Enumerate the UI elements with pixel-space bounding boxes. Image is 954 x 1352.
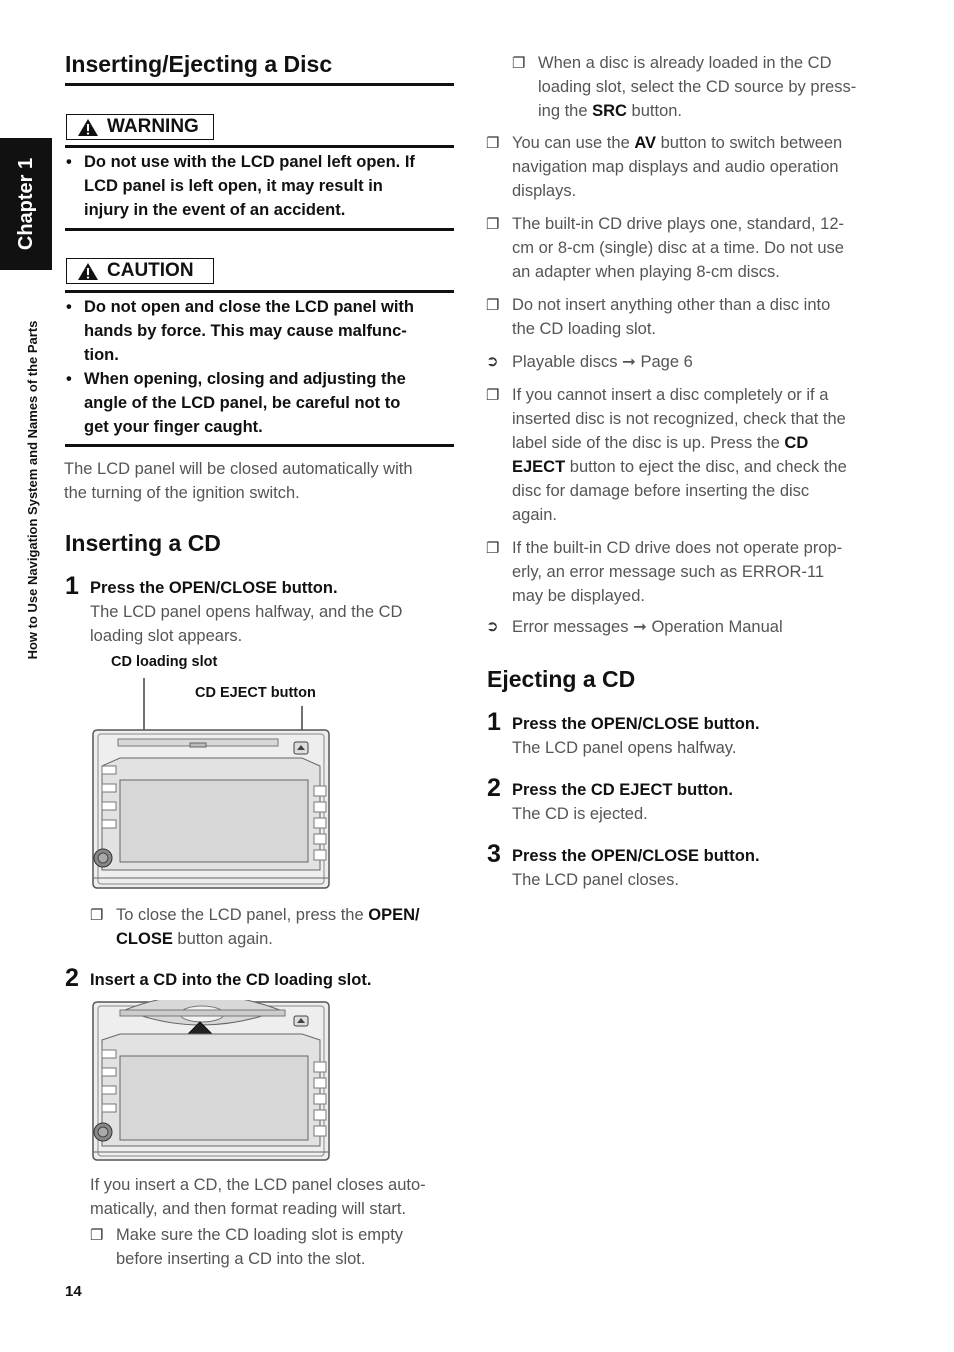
warning-box xyxy=(66,114,214,140)
step-1-text: The LCD panel opens halfway, and the CD loading slot appears. xyxy=(90,603,403,645)
caution-box xyxy=(66,258,214,284)
note-slot-empty: Make sure the CD loading slot is empty before inserting a CD into the slot. xyxy=(116,1226,404,1268)
warning-label: WARNING xyxy=(107,116,199,137)
eject-step-3-title: Press the OPEN/CLOSE button. xyxy=(512,847,760,865)
step-1-number: 1 xyxy=(65,572,79,600)
intro-paragraph: The LCD panel will be closed automatically with the turning of the ignition switch. xyxy=(64,460,413,502)
step-2-number: 2 xyxy=(65,964,79,992)
step-1-title: Press the OPEN/CLOSE button. xyxy=(90,579,338,597)
eject-step-3-text: The LCD panel closes. xyxy=(512,871,679,889)
caution-icon xyxy=(77,262,99,281)
eject-step-1-text: The LCD panel opens halfway. xyxy=(512,739,737,757)
note-no-other: Do not insert anything other than a disc into the CD loading slot. xyxy=(512,296,831,338)
chapter-tab xyxy=(0,138,52,270)
caution-rule-bottom xyxy=(65,444,454,447)
note-error: If the built-in CD drive does not operate prop- erly, an error message such as ERROR-11 may be displayed. xyxy=(512,539,843,605)
inserting-heading: Inserting a CD xyxy=(65,530,221,556)
eject-step-1-number: 1 xyxy=(487,708,501,736)
callout-cd-eject-button: CD EJECT button xyxy=(195,685,316,701)
device-illustration-insert xyxy=(90,1000,332,1164)
warning-icon xyxy=(77,118,99,137)
callout-cd-loading-slot: CD loading slot xyxy=(111,654,218,670)
after-insert-paragraph: If you insert a CD, the LCD panel closes auto- matically, and then format reading will start. xyxy=(90,1176,426,1218)
page-title: Inserting/Ejecting a Disc xyxy=(65,51,333,77)
step-2-title: Insert a CD into the CD loading slot. xyxy=(90,971,372,989)
warning-bullet: • Do not use with the LCD panel left open. If LCD panel is left open, it may result in injury in the event of an accident. xyxy=(66,153,415,219)
note-close-panel: To close the LCD panel, press the OPEN/ CLOSE button again. xyxy=(116,906,420,948)
ejecting-heading: Ejecting a CD xyxy=(487,666,636,692)
note-disc-size: The built-in CD drive plays one, standard, 12- cm or 8-cm (single) disc at a time. Do not use an adapter when playing 8-cm discs. xyxy=(512,215,844,281)
eject-step-2-title: Press the CD EJECT button. xyxy=(512,781,733,799)
chapter-label: Chapter 1 xyxy=(15,157,37,251)
note-src: When a disc is already loaded in the CD loading slot, select the CD source by press- ing the SRC button. xyxy=(538,54,857,120)
ref-playable-discs: Playable discs ➞ Page 6 xyxy=(512,353,693,371)
caution-bullet-1: • Do not open and close the LCD panel with hands by force. This may cause malfunc- tion. xyxy=(66,298,415,364)
caution-label: CAUTION xyxy=(107,260,194,281)
eject-step-2-text: The CD is ejected. xyxy=(512,805,648,823)
eject-step-1-title: Press the OPEN/CLOSE button. xyxy=(512,715,760,733)
note-disc-not-recognized: If you cannot insert a disc completely or if a inserted disc is not recognized, check that the label side of the disc is up. Press the CD EJECT button to eject the disc, and check the disc for damage before inserting the disc again. xyxy=(512,386,847,524)
section-label: How to Use Navigation System and Names of the Parts xyxy=(25,320,40,660)
page-number: 14 xyxy=(65,1283,82,1300)
caution-bullet-2: • When opening, closing and adjusting the angle of the LCD panel, be careful not to get your finger caught. xyxy=(66,370,406,436)
caution-rule-top xyxy=(65,290,454,293)
eject-step-2-number: 2 xyxy=(487,774,501,802)
warning-rule-top xyxy=(65,145,454,148)
device-illustration-open xyxy=(90,674,332,890)
ref-error-messages: Error messages ➞ Operation Manual xyxy=(512,618,783,636)
warning-rule-bottom xyxy=(65,228,454,231)
title-rule xyxy=(65,83,454,86)
note-av: You can use the AV button to switch between navigation map displays and audio operation displays. xyxy=(512,134,843,200)
eject-step-3-number: 3 xyxy=(487,840,501,868)
